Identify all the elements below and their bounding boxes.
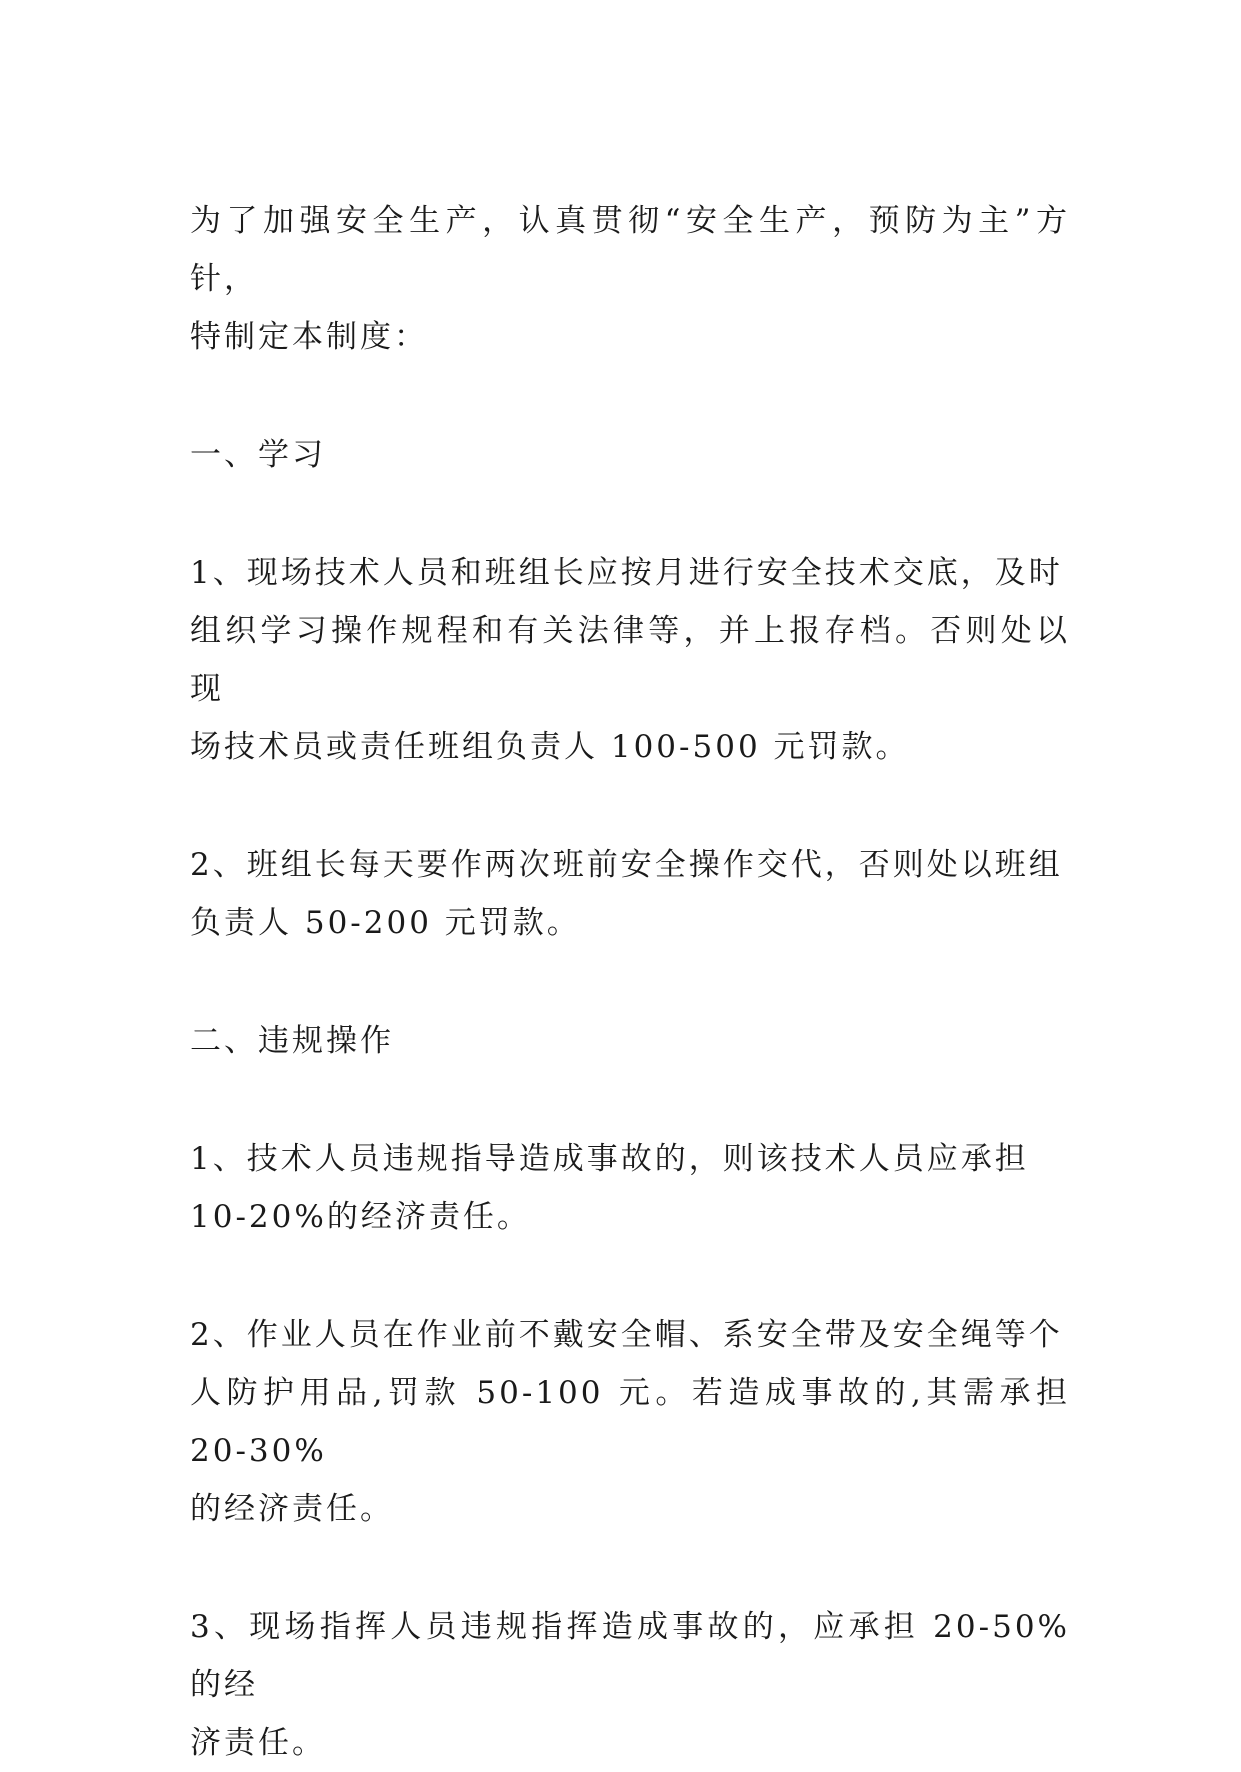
document-page bbox=[190, 192, 1070, 1772]
intro-paragraph bbox=[190, 192, 1070, 366]
paragraph-line: 组织学习操作规程和有关法律等，并上报存档。否则处以现 bbox=[190, 613, 1070, 707]
paragraph-line: 的经济责任。 bbox=[190, 1491, 394, 1527]
paragraph-line: 人防护用品,罚款 50-100 元。若造成事故的,其需承担 20-30% bbox=[190, 1375, 1070, 1469]
violation-item-1 bbox=[190, 1130, 1070, 1246]
paragraph-line: 场技术员或责任班组负责人 100-500 元罚款。 bbox=[190, 729, 910, 765]
section-heading-violations: 二、违规操作 bbox=[190, 1023, 394, 1059]
paragraph-line: 济责任。 bbox=[190, 1725, 326, 1761]
paragraph-line: 负责人 50-200 元罚款。 bbox=[190, 905, 581, 941]
violation-item-3 bbox=[190, 1598, 1070, 1772]
intro-line: 为了加强安全生产，认真贯彻“安全生产，预防为主”方针， bbox=[190, 203, 1070, 297]
paragraph-line: 10-20%的经济责任。 bbox=[190, 1199, 531, 1235]
paragraph-line: 2、作业人员在作业前不戴安全帽、系安全带及安全绳等个 bbox=[190, 1317, 1063, 1353]
paragraph-line: 3、现场指挥人员违规指挥造成事故的，应承担 20-50%的经 bbox=[190, 1609, 1070, 1703]
study-item-2 bbox=[190, 836, 1070, 952]
study-item-1 bbox=[190, 544, 1070, 776]
violation-item-2 bbox=[190, 1306, 1070, 1538]
paragraph-line: 1、技术人员违规指导造成事故的，则该技术人员应承担 bbox=[190, 1141, 1029, 1177]
paragraph-line: 1、现场技术人员和班组长应按月进行安全技术交底，及时 bbox=[190, 555, 1063, 591]
section-heading-study: 一、学习 bbox=[190, 437, 326, 473]
paragraph-line: 2、班组长每天要作两次班前安全操作交代，否则处以班组 bbox=[190, 847, 1063, 883]
intro-line: 特制定本制度： bbox=[190, 319, 428, 355]
